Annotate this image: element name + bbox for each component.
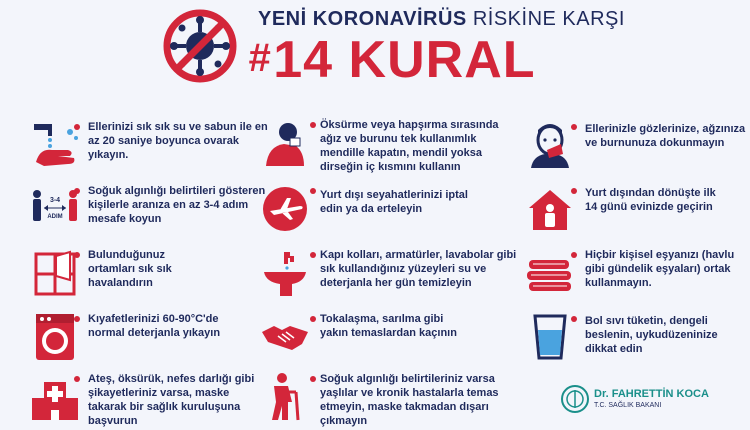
no-virus-icon (160, 6, 240, 86)
rule-text: Soğuk algınlığı belirtileri gösteren kişilerle aranıza en az 3-4 adım mesafe koyun (88, 185, 266, 225)
water-glass-icon (525, 312, 575, 362)
rule-text: Yurt dışı seyahatlerinizi iptal edin ya da erteleyin (320, 189, 468, 215)
rule-5 (260, 184, 500, 240)
hand-washing-icon (30, 120, 80, 170)
distance-label-bottom: ADIM (47, 214, 63, 220)
rule-11 (260, 312, 500, 368)
rule-text: Hiçbir kişisel eşyanızı (havlu gibi gündelik eşyaları) ortak kullanmayın. (585, 249, 735, 289)
rule-10 (30, 312, 270, 368)
header (0, 0, 750, 110)
distance-icon (30, 184, 80, 234)
rule-text: Kıyafetlerinizi 60-90°C'de normal deterjanla yıkayın (88, 313, 221, 339)
rule-text: Bulunduğunuz ortamları sık sık havalandırın (88, 249, 172, 289)
elderly-person-icon (260, 372, 310, 422)
rule-text: Yurt dışından dönüşte ilk 14 günü evinizde geçirin (585, 187, 716, 213)
handshake-icon (260, 312, 310, 362)
rule-text: Öksürme veya hapşırma sırasında ağız ve burunu tek kullanımlık mendille kapatın, mendil yoksa dirseğin iç kısmını kullanın (320, 119, 499, 173)
hashtag: # (248, 36, 272, 80)
brand-logo (560, 382, 750, 422)
rule-6 (525, 184, 745, 240)
rule-3 (525, 120, 745, 176)
distance-label-top: 3-4 (49, 197, 61, 204)
face-touch-icon (525, 120, 575, 170)
sneeze-tissue-icon (260, 118, 310, 168)
washing-machine-icon (30, 312, 80, 362)
airplane-icon (260, 184, 310, 234)
home-quarantine-icon (525, 184, 575, 234)
rule-text: Tokalaşma, sarılma gibi yakın temaslardan kaçının (320, 313, 457, 339)
rule-text: Ateş, öksürük, nefes darlığı gibi şikayetleriniz varsa, maske takarak bir sağlık kuruluşuna başvurun (88, 373, 255, 427)
sink-icon (260, 248, 310, 298)
rule-13 (30, 372, 270, 428)
rule-text: Ellerinizi sık sık su ve sabun ile en az 20 saniye boyunca ovarak yıkayın. (88, 121, 268, 161)
rule-1 (30, 120, 270, 176)
subtitle-bold: YENİ KORONAVİRÜS (258, 8, 467, 30)
rule-text: Bol sıvı tüketin, dengeli beslenin, uykudüzeninize dikkat edin (585, 315, 718, 355)
rule-text: Kapı kolları, armatürler, lavabolar gibi sık kullandığınız yüzeyleri su ve deterjanla her gün temizleyin (320, 249, 517, 289)
rule-2 (260, 118, 500, 174)
brand-name: Dr. FAHRETTİN KOCA (594, 388, 709, 400)
rule-12 (525, 312, 745, 368)
hospital-icon (30, 372, 80, 422)
ministry-seal-icon (560, 384, 590, 414)
rule-text: Soğuk algınlığı belirtileriniz varsa yaşlılar ve kronik hastalarla temas etmeyin, maske takmadan dışarı çıkmayın (320, 373, 499, 427)
rule-8 (260, 248, 517, 304)
rule-9 (525, 248, 745, 304)
title-text: 14 KURAL (273, 31, 536, 89)
rule-7 (30, 248, 270, 304)
subtitle-light: RİSKİNE KARŞI (472, 8, 625, 30)
brand-subtitle: T.C. SAĞLIK BAKANI (594, 402, 662, 409)
page-title (248, 30, 536, 90)
towels-icon (525, 248, 575, 298)
rule-text: Ellerinizle gözlerinize, ağzınıza ve burnunuza dokunmayın (585, 123, 746, 149)
rule-4 (30, 184, 270, 240)
rule-14 (260, 372, 520, 428)
subtitle (258, 8, 625, 31)
window-icon (30, 248, 80, 298)
